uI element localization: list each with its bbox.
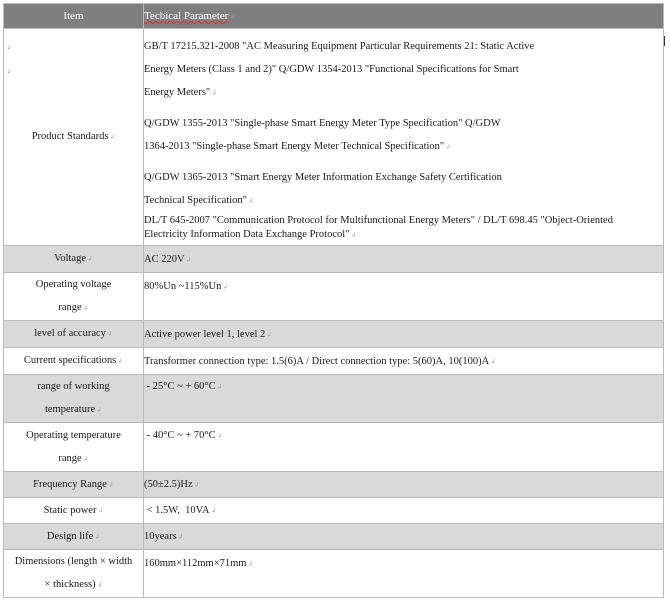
row-frequency-range [4, 472, 664, 498]
row-design-life [4, 524, 664, 550]
standard-dl-t-645: DL/T 645-2007 "Communication Protocol for Multifunctional Energy Meters" / DL/T 698.45 "Object-Oriented Electricity Information Data Exchange Protocol"↲ [144, 214, 613, 240]
design-life-value: 10years↲ [144, 524, 664, 550]
row-static-power [4, 498, 664, 524]
static-power-value: < 1.5W, 10VA↲ [144, 498, 664, 524]
operating-temperature-range-value: - 40°C ~ + 70°C↲ [144, 423, 664, 472]
header-item: Item [4, 4, 144, 29]
row-range-of-working-temperature [4, 375, 664, 423]
row-voltage [4, 246, 664, 273]
spec-table [3, 3, 664, 598]
voltage-value: AC 220V↲ [144, 246, 664, 273]
standard-q-gdw-1365: Q/GDW 1365-2013 "Smart Energy Meter Information Exchange Safety Certification Technical Specification"↲ [144, 171, 502, 206]
row-product-standards [4, 29, 664, 246]
dimensions-label: Dimensions (length × width × thickness)↲ [4, 550, 144, 598]
row-operating-temperature-range [4, 423, 664, 472]
row-level-of-accuracy [4, 321, 664, 348]
static-power-label: Static power↲ [4, 498, 144, 524]
product-standards-value [144, 29, 664, 246]
level-of-accuracy-value: Active power level 1, level 2↲ [144, 321, 664, 348]
level-of-accuracy-label: level of accuracy↲ [4, 321, 144, 348]
header-row [4, 4, 664, 29]
row-operating-voltage-range [4, 273, 664, 321]
current-specifications-value: Transformer connection type: 1.5(6)A / Direct connection type: 5(60)A, 10(100)A↲ [144, 348, 664, 375]
range-of-working-temperature-label: range of working temperature↲ [4, 375, 144, 423]
design-life-label: Design life↲ [4, 524, 144, 550]
header-parameter: Tecbical Parameter↲ [144, 4, 664, 29]
product-standards-label: ↲ ↲ Product Standards↲ [4, 29, 144, 246]
voltage-label: Voltage↲ [4, 246, 144, 273]
frequency-range-value: (50±2.5)Hz↲ [144, 472, 664, 498]
standard-gb-t-17215: GB/T 17215.321-2008 "AC Measuring Equipment Particular Requirements 21: Static Active Energy Meters (Class 1 and 2)" Q/GDW 1354-2013 "Functional Specifications for Smart Energy Meters"↲ [144, 40, 535, 98]
operating-voltage-range-value: 80%Un ~115%Un↲ [144, 273, 664, 321]
row-current-specifications [4, 348, 664, 375]
dimensions-value: 160mm×112mm×71mm↲ [144, 550, 664, 598]
standard-q-gdw-1355: Q/GDW 1355-2013 "Single-phase Smart Energy Meter Type Specification" Q/GDW 1364-2013 "Single-phase Smart Energy Meter Technical Specification"↲ [144, 117, 501, 152]
operating-voltage-range-label: Operating voltage range↲ [4, 273, 144, 321]
row-dimensions [4, 550, 664, 598]
operating-temperature-range-label: Operating temperature range↲ [4, 423, 144, 472]
range-of-working-temperature-value: - 25°C ~ + 60°C↲ [144, 375, 664, 423]
frequency-range-label: Frequency Range↲ [4, 472, 144, 498]
current-specifications-label: Current specifications↲ [4, 348, 144, 375]
cursor-marker [664, 36, 665, 46]
